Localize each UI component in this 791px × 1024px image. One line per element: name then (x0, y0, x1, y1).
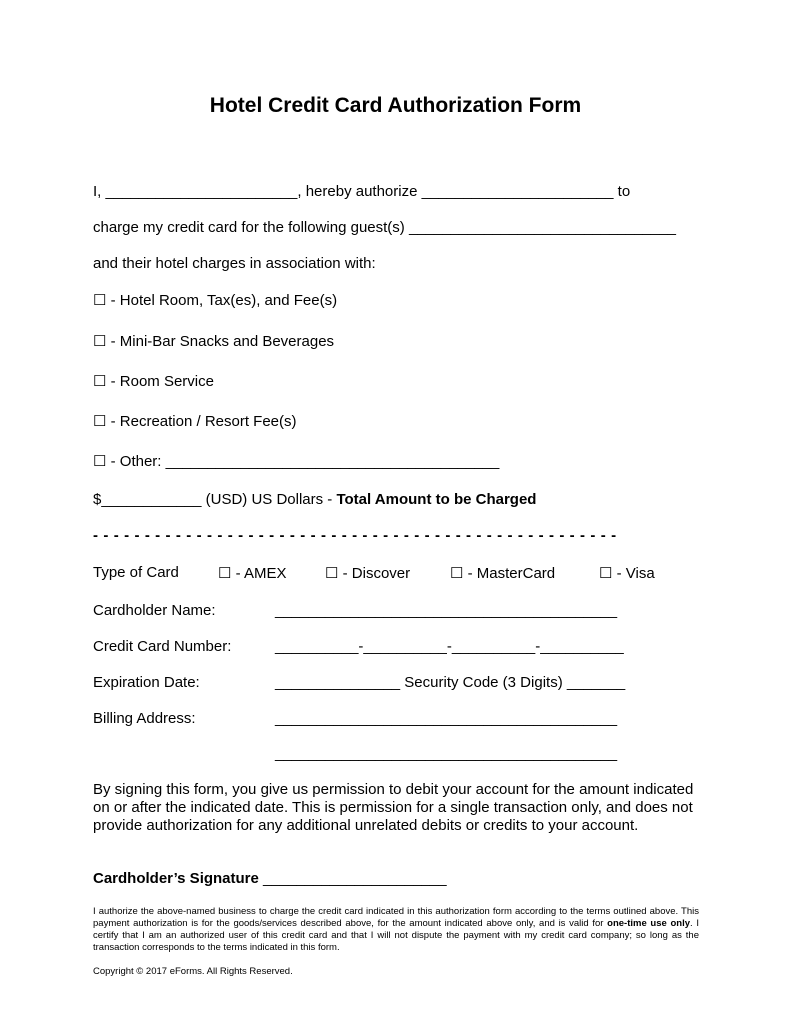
checkbox-mastercard[interactable]: ☐ - MasterCard (450, 565, 556, 582)
amount-emphasis: Total Amount to be Charged (336, 491, 537, 508)
expiration-security-field[interactable]: _______________ Security Code (3 Digits) _______ (275, 674, 626, 691)
copyright-text: Copyright © 2017 eForms. All Rights Reserved. (93, 966, 293, 977)
fine-print (93, 906, 699, 954)
checkbox-amex[interactable]: ☐ - AMEX (218, 565, 287, 582)
expiration-label: Expiration Date: (93, 674, 200, 691)
fine-print-part2: . I certify that I am an authorized user of this credit card and that I will not dispute the payment with my credit card company; so long as the transaction corresponds to the terms indicated in this form. (93, 918, 700, 953)
checkbox-visa[interactable]: ☐ - Visa (599, 565, 655, 582)
checkbox-discover[interactable]: ☐ - Discover (325, 565, 411, 582)
signature-label: Cardholder’s Signature (93, 870, 259, 887)
cardholder-name-label: Cardholder Name: (93, 602, 216, 619)
card-number-field[interactable]: __________-__________-__________-__________ (275, 638, 624, 655)
card-number-label: Credit Card Number: (93, 638, 232, 655)
checkbox-recreation[interactable]: ☐ - Recreation / Resort Fee(s) (93, 413, 297, 430)
permission-paragraph: By signing this form, you give us permission to debit your account for the amount indicated on or after the indicated date. This is permission for a single transaction only, and does not provide authorization for any additional unrelated debits or credits to your account. (93, 781, 694, 834)
billing-address-field-1[interactable]: _________________________________________ (275, 710, 618, 727)
checkbox-room-service[interactable]: ☐ - Room Service (93, 373, 214, 390)
cardholder-name-field[interactable]: _________________________________________ (275, 602, 618, 619)
separator-line: - - - - - - - - - - - - - - - - - - - - - - - - - - - - - - - - - - - - - - - - - - - - - - - - - - - (93, 527, 617, 544)
checkbox-hotel-room[interactable]: ☐ - Hotel Room, Tax(es), and Fee(s) (93, 292, 338, 309)
billing-address-label: Billing Address: (93, 710, 196, 727)
signature-field[interactable]: ______________________ (258, 870, 447, 887)
fine-print-part1: I authorize the above-named business to charge the credit card indicated in this authorization form according to the terms outlined above. This payment authorization is for the goods/services described above, for the amount indicated above only, and is valid for (93, 906, 699, 929)
fine-print-bold: one-time use only (607, 918, 691, 929)
checkbox-mini-bar[interactable]: ☐ - Mini-Bar Snacks and Beverages (93, 333, 335, 350)
signature-line (93, 870, 447, 887)
charges-intro: and their hotel charges in association with: (93, 255, 376, 272)
amount-line (93, 491, 536, 508)
checkbox-other[interactable]: ☐ - Other: ________________________________________ (93, 453, 500, 470)
page-title: Hotel Credit Card Authorization Form (209, 94, 582, 117)
amount-prefix: $____________ (USD) US Dollars - (93, 491, 337, 508)
card-type-label: Type of Card (93, 564, 179, 581)
authorize-line: I, _______________________, hereby authorize _______________________ to (93, 183, 631, 200)
billing-address-field-2[interactable]: _________________________________________ (275, 745, 618, 762)
guests-line: charge my credit card for the following guest(s) ________________________________ (93, 219, 676, 236)
